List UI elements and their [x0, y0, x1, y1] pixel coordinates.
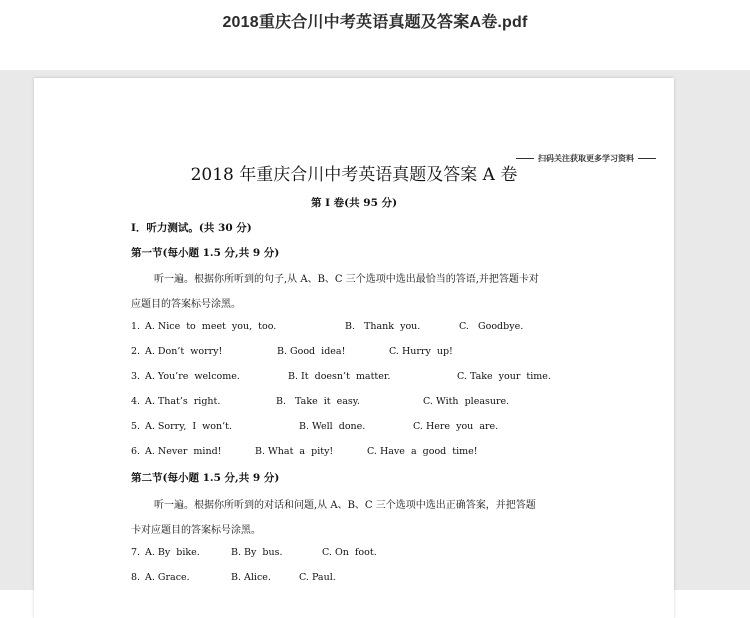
option-c: C. Here you are.	[413, 421, 499, 432]
option-c: C. Goodbye.	[459, 321, 524, 332]
option-b: B. Good idea!	[277, 346, 346, 357]
pdf-page	[34, 78, 674, 618]
question-number: 2.	[131, 346, 141, 357]
option-b: B. What a pity!	[255, 446, 334, 457]
question-number: 5.	[131, 421, 141, 432]
title-bar	[0, 0, 750, 70]
watermark-text: 扫码关注获取更多学习资料	[538, 154, 634, 163]
option-a: A. Sorry, I won’t.	[145, 421, 232, 432]
option-a: A. Grace.	[145, 572, 190, 583]
option-a: A. Don’t worry!	[145, 346, 223, 357]
question-number: 8.	[131, 572, 141, 583]
watermark-right-dash	[638, 158, 656, 159]
document-title: 2018 年重庆合川中考英语真题及答案 A 卷	[190, 165, 518, 185]
section2-instruction-line1: 听一遍。根据你所听到的对话和问题,从 A、B、C 三个选项中选出正确答案，并把答题	[154, 500, 536, 511]
section1-instruction-line2: 应题目的答案标号涂黑。	[131, 299, 241, 310]
option-c: C. With pleasure.	[423, 396, 510, 407]
question-number: 3.	[131, 371, 141, 382]
volume-title: 第 I 卷(共 95 分)	[310, 197, 398, 209]
option-b: B. It doesn’t matter.	[288, 371, 391, 382]
option-a: A. You’re welcome.	[145, 371, 240, 382]
section1-instruction-line1: 听一遍。根据你所听到的句子,从 A、B、C 三个选项中选出最恰当的答语,并把答题卡对	[154, 274, 539, 285]
option-a: A. By bike.	[145, 547, 200, 558]
question-number: 4.	[131, 396, 141, 407]
option-c: C. Take your time.	[457, 371, 551, 382]
question-number: 7.	[131, 547, 141, 558]
section1-heading: 第一节(每小题 1.5 分,共 9 分)	[131, 247, 280, 259]
option-b: B. By bus.	[231, 547, 283, 558]
option-b: B. Take it easy.	[276, 396, 360, 407]
part1-heading: I．听力测试。(共 30 分)	[131, 222, 252, 234]
option-b: B. Well done.	[299, 421, 366, 432]
option-a: A. That’s right.	[145, 396, 221, 407]
option-a: A. Nice to meet you, too.	[145, 321, 277, 332]
option-a: A. Never mind!	[145, 446, 222, 457]
section2-heading: 第二节(每小题 1.5 分,共 9 分)	[131, 472, 280, 484]
file-title: 2018重庆合川中考英语真题及答案A卷.pdf	[222, 14, 528, 31]
question-number: 6.	[131, 446, 141, 457]
option-c: C. Hurry up!	[389, 346, 453, 357]
option-c: C. Paul.	[299, 572, 336, 583]
option-c: C. Have a good time!	[367, 446, 478, 457]
question-number: 1.	[131, 321, 141, 332]
watermark-left-dash	[516, 158, 534, 159]
option-c: C. On foot.	[322, 547, 377, 558]
option-b: B. Alice.	[231, 572, 271, 583]
option-b: B. Thank you.	[345, 321, 421, 332]
section2-instruction-line2: 卡对应题目的答案标号涂黑。	[131, 525, 261, 536]
pdf-viewer[interactable]	[0, 70, 750, 590]
